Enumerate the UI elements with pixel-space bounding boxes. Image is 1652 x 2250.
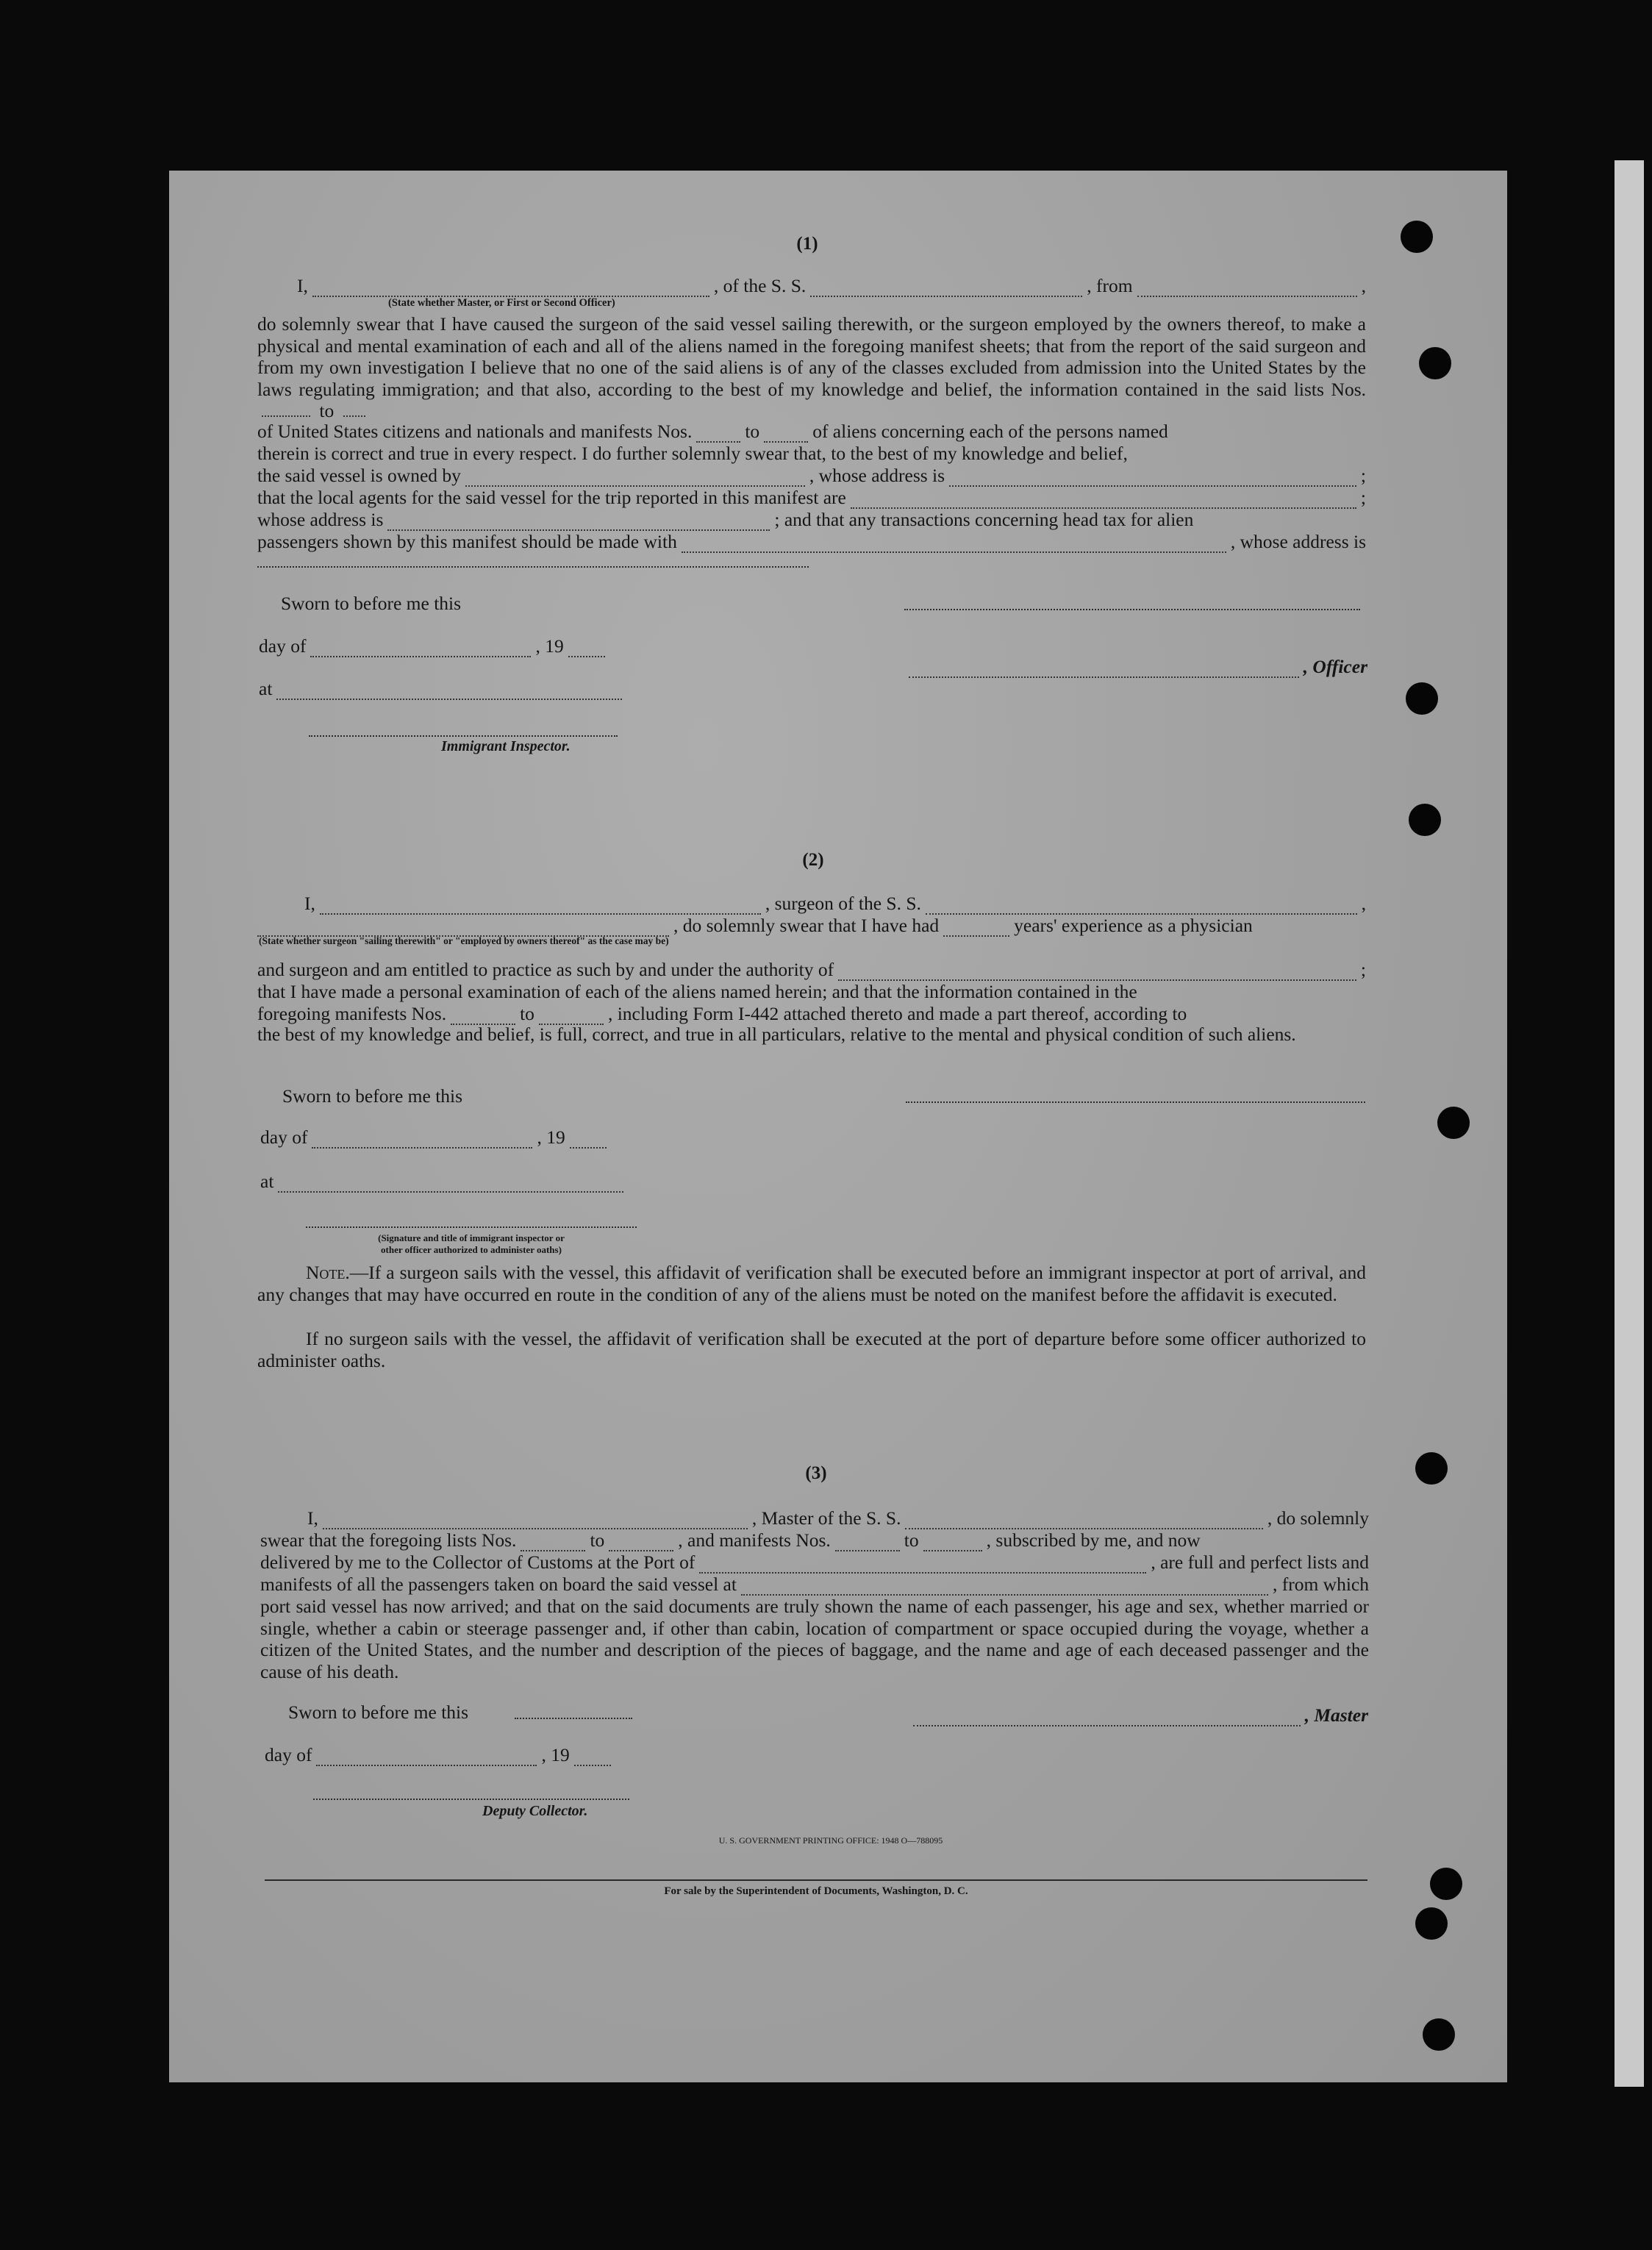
of-us-label: of United States citizens and nationals and manifests Nos. [257, 421, 693, 442]
i-label: I, [304, 893, 315, 914]
section2-entitled [257, 957, 1366, 981]
years-label: years' experience as a physician [1014, 915, 1253, 936]
manifest-from-field[interactable] [451, 1010, 515, 1025]
officer-signature-line-2[interactable] [909, 663, 1299, 678]
section2-note [257, 1262, 1366, 1305]
and-manifests-label: , and manifests Nos. [678, 1529, 831, 1551]
lists-to-field[interactable] [343, 402, 365, 417]
semicolon: ; [1360, 959, 1366, 980]
foregoing-label: foregoing manifests Nos. [257, 1003, 447, 1024]
inspector-label: Immigrant Inspector. [441, 738, 571, 754]
departure-port-field[interactable] [1137, 282, 1357, 297]
surgeon-status-field[interactable] [257, 922, 669, 937]
head-tax-party-field[interactable] [682, 538, 1226, 553]
from-label: , from [1087, 275, 1133, 296]
oath-body: do solemnly swear that I have caused the surgeon of the said vessel sailing therewith, or the surgeon employed by the owners thereof, to make a physical and mental examination of each and all of the aliens named in the foregoing manifest sheets; that from the report of the said surgeon and from my own investigation I believe that no one of the said aliens is of any of the classes excluded from admission into the United States by the laws regulating immigration; and that also, according to the best of my knowledge and belief, the information contained in the said lists Nos. [257, 313, 1366, 400]
lists-from-field[interactable] [521, 1537, 585, 1551]
owner-field[interactable] [465, 472, 805, 487]
note-text: —If a surgeon sails with the vessel, this affidavit of verification shall be executed before an immigrant inspector at port of arrival, and any changes that may have occurred en route in the condition of any of the aliens must be noted on the manifest before the affidavit is executed. [257, 1262, 1366, 1305]
section1-line-us [257, 419, 1366, 443]
punch-hole [1415, 1907, 1448, 1940]
at-label: at [260, 1171, 274, 1192]
agent-address-field[interactable] [387, 516, 770, 531]
comma: , [1361, 893, 1366, 914]
punch-hole [1409, 804, 1441, 836]
officer-name-field[interactable] [312, 282, 709, 297]
manifests-all-label: manifests of all the passengers taken on board the said vessel at [260, 1574, 737, 1595]
sworn-day-line[interactable] [515, 1718, 632, 1719]
section2-note2: If no surgeon sails with the vessel, the affidavit of verification shall be executed at the port of departure before some officer authorized to administer oaths. [257, 1328, 1366, 1371]
punch-hole [1401, 221, 1433, 253]
address-continuation-line[interactable] [257, 566, 809, 568]
whose-address-label: , whose address is [809, 465, 945, 486]
manifest-to-field[interactable] [923, 1537, 982, 1551]
section1-oath-text [257, 313, 1366, 422]
deputy-signature-line[interactable] [313, 1799, 629, 1800]
section3-line1 [260, 1506, 1369, 1529]
vessel-name-field[interactable] [810, 282, 1082, 297]
year-field[interactable] [568, 643, 605, 657]
section3-line4 [260, 1572, 1369, 1596]
footer-rule [265, 1879, 1367, 1881]
section-number: (2) [802, 850, 824, 870]
year-prefix: , 19 [535, 635, 564, 657]
section1-officer [904, 654, 1367, 678]
subscribed-label: , subscribed by me, and now [986, 1529, 1201, 1551]
owned-by-label: the said vessel is owned by [257, 465, 461, 486]
section2-line1 [257, 891, 1366, 915]
sworn-label: Sworn to before me this [288, 1701, 469, 1723]
lists-from-field[interactable] [262, 402, 310, 417]
master-name-field[interactable] [323, 1515, 748, 1529]
local-agents-label: that the local agents for the said vessel for the trip reported in this manifest are [257, 487, 846, 508]
section1-day-of [259, 634, 626, 657]
section1-line-agents [257, 485, 1366, 509]
section3-line2 [260, 1528, 1369, 1551]
sworn-label: Sworn to before me this [282, 1085, 463, 1107]
therein-label: therein is correct and true in every respect. I do further solemnly swear that, to the best of my knowledge and belief, [257, 443, 1128, 464]
punch-hole [1419, 347, 1451, 379]
of-aliens-label: of aliens concerning each of the persons named [812, 421, 1168, 442]
swear-lists-label: swear that the foregoing lists Nos. [260, 1529, 517, 1551]
to-label: to [904, 1529, 919, 1551]
officer-label: , Officer [1303, 656, 1367, 677]
do-solemnly-label: , do solemnly [1267, 1507, 1369, 1529]
i-label: I, [297, 275, 308, 296]
whose-address-label: , whose address is [1230, 531, 1366, 552]
deputy-label: Deputy Collector. [482, 1803, 588, 1819]
for-sale-note: For sale by the Superintendent of Documents, Washington, D. C. [664, 1885, 968, 1897]
section2-line2 [257, 913, 1366, 937]
section3-body: port said vessel has now arrived; and that on the said documents are truly shown the name of each passenger, his age and sex, whether married or single, whether a cabin or steerage passenger and, if other than cabin, location of compartment or space occupied during the voyage, whether a citizen of the United States, and the number and description of the pieces of baggage, and the name and age of each deceased passenger and the cause of his death. [260, 1596, 1369, 1682]
section2-best: the best of my knowledge and belief, is full, correct, and true in all particulars, relative to the mental and physical condition of such aliens. [257, 1024, 1296, 1045]
day-of-label: day of [259, 635, 307, 657]
section1-line-passengers [257, 529, 1366, 553]
section3-line3 [260, 1550, 1369, 1574]
section1-line1 [257, 274, 1366, 297]
master-label: , Master [1304, 1704, 1368, 1726]
vessel-name-field[interactable] [905, 1515, 1262, 1529]
port-field[interactable] [699, 1559, 1146, 1574]
owner-address-field[interactable] [949, 472, 1356, 487]
passengers-label: passengers shown by this manifest should be made with [257, 531, 677, 552]
to-label: to [520, 1003, 534, 1024]
full-perfect-label: , are full and perfect lists and [1151, 1551, 1369, 1573]
year-field[interactable] [574, 1751, 611, 1766]
day-of-label: day of [260, 1126, 308, 1148]
surgeon-note: (State whether surgeon "sailing therewith" or "employed by owners thereof" as the case may be) [259, 935, 669, 946]
note-label: Note. [306, 1262, 350, 1283]
comma: , [1361, 275, 1366, 296]
embark-port-field[interactable] [741, 1581, 1268, 1596]
officer-signature-line-1[interactable] [904, 609, 1360, 610]
surgeon-of-label: , surgeon of the S. S. [765, 893, 921, 914]
section1-line-therein [257, 441, 1366, 465]
at-place-field[interactable] [276, 685, 622, 700]
gpo-imprint: U. S. GOVERNMENT PRINTING OFFICE: 1948 O—788095 [718, 1835, 943, 1846]
including-label: , including Form I-442 attached thereto and made a part thereof, according to [607, 1003, 1187, 1024]
section3-day-of [265, 1743, 632, 1766]
year-prefix: , 19 [541, 1744, 570, 1765]
at-label: at [259, 678, 273, 699]
signature-note-2: other officer authorized to administer oaths) [381, 1244, 562, 1255]
lists-to-field[interactable] [609, 1537, 673, 1551]
section3-master [909, 1703, 1368, 1726]
i-label: I, [307, 1507, 318, 1529]
manifest-to-field[interactable] [539, 1010, 604, 1025]
section2-foregoing [257, 1001, 1366, 1025]
entitled-label: and surgeon and am entitled to practice as such by and under the authority of [257, 959, 834, 980]
punch-hole [1406, 682, 1438, 715]
semicolon: ; [1360, 487, 1366, 508]
surgeon-signature-line[interactable] [906, 1101, 1365, 1103]
to-label: to [745, 421, 760, 442]
section1-line-agent-address [257, 507, 1366, 531]
master-note: (State whether Master, or First or Second Officer) [388, 297, 615, 309]
section-number: (1) [796, 234, 818, 254]
year-prefix: , 19 [537, 1126, 565, 1148]
manifest-to-field[interactable] [764, 428, 808, 443]
delivered-label: delivered by me to the Collector of Customs at the Port of [260, 1551, 696, 1573]
master-of-label: , Master of the S. S. [751, 1507, 901, 1529]
inspector-signature-line[interactable] [306, 1226, 637, 1228]
master-signature-line[interactable] [913, 1712, 1301, 1726]
section-number: (3) [805, 1463, 827, 1483]
agents-field[interactable] [851, 494, 1356, 509]
signature-note-1: (Signature and title of immigrant inspector or [378, 1232, 565, 1243]
from-which-label: , from which [1272, 1574, 1369, 1595]
section2-day-of [260, 1125, 628, 1149]
exam-label: that I have made a personal examination of each of the aliens named herein; and that the information contained in the [257, 981, 1137, 1002]
punch-hole [1430, 1868, 1462, 1900]
head-tax-label: ; and that any transactions concerning head tax for alien [774, 509, 1194, 530]
swear-had-label: , do solemnly swear that I have had [673, 915, 940, 936]
surgeon-name-field[interactable] [320, 900, 761, 915]
years-field[interactable] [943, 922, 1009, 937]
whose-address-label: whose address is [257, 509, 384, 530]
section2-at [260, 1169, 628, 1193]
authority-field[interactable] [838, 966, 1356, 981]
punch-hole [1423, 2018, 1455, 2051]
punch-hole [1415, 1452, 1448, 1485]
at-place-field[interactable] [278, 1178, 623, 1193]
inspector-signature-line[interactable] [309, 735, 618, 737]
sworn-label: Sworn to before me this [281, 593, 462, 614]
day-field[interactable] [312, 1134, 532, 1149]
to-label: to [590, 1529, 605, 1551]
section1-at [259, 676, 626, 700]
day-field[interactable] [310, 643, 531, 657]
day-of-label: day of [265, 1744, 312, 1765]
of-ss-label: , of the S. S. [713, 275, 807, 296]
manifest-from-field[interactable] [696, 428, 740, 443]
section2-exam [257, 979, 1366, 1003]
year-field[interactable] [570, 1134, 607, 1149]
punch-hole [1437, 1107, 1470, 1139]
section1-line-owned [257, 463, 1366, 487]
semicolon: ; [1360, 465, 1366, 486]
manifest-from-field[interactable] [835, 1537, 900, 1551]
day-field[interactable] [316, 1751, 537, 1766]
to-label: to [319, 400, 335, 421]
adjacent-page-edge [1615, 160, 1644, 2087]
vessel-name-field[interactable] [926, 900, 1357, 915]
